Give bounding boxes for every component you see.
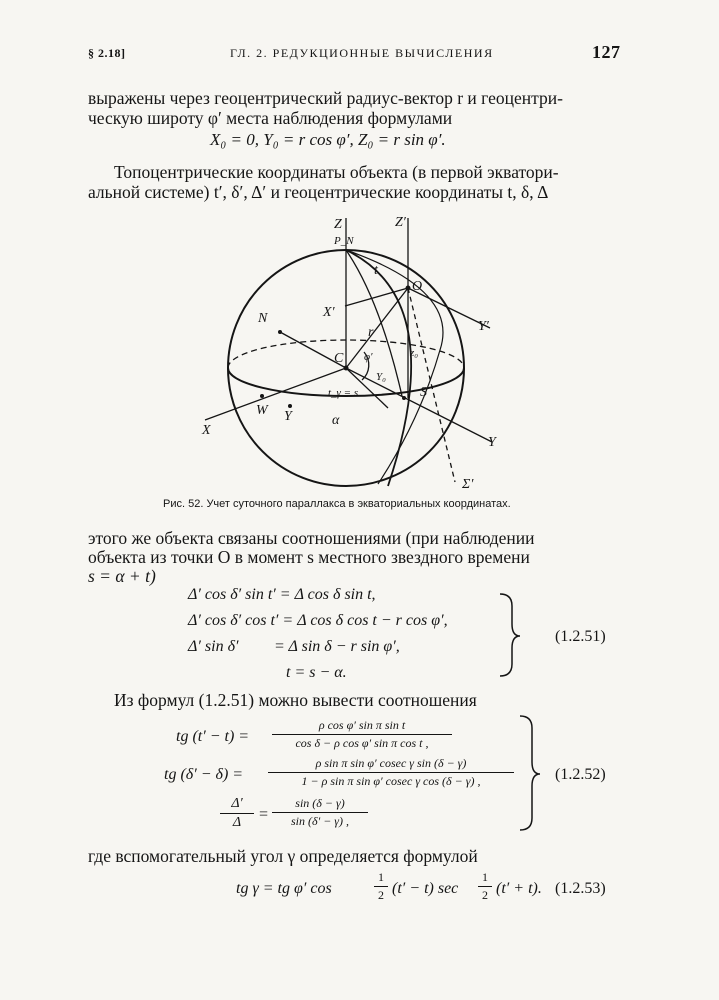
sys2-eq3-den-left: Δ bbox=[232, 815, 242, 830]
para1-line1: выражены через геоцентрический радиус-вектор r и геоцентри- bbox=[88, 88, 563, 108]
half-1-num: 1 bbox=[374, 870, 388, 887]
para2-line2: альной системе) t′, δ′, Δ′ и геоцентрические координаты t, δ, Δ bbox=[88, 182, 549, 202]
para5: где вспомогательный угол γ определяется формулой bbox=[88, 846, 478, 866]
sys2-eq1-left: tg (t′ − t) = bbox=[176, 728, 250, 745]
sys1-eq3-left: Δ′ sin δ′ bbox=[188, 638, 239, 655]
sys2-eq3-den: sin (δ′ − γ) , bbox=[290, 814, 350, 828]
sys1-eq2: Δ′ cos δ′ cos t′ = Δ cos δ cos t − r cos φ′, bbox=[188, 612, 448, 629]
formula-last-b: (t′ − t) sec bbox=[392, 880, 459, 897]
para2-line1: Топоцентрические координаты объекта (в первой экватори- bbox=[114, 162, 559, 182]
sys2-eq3-equals: = bbox=[258, 806, 269, 823]
label-ts: t_γ = s bbox=[328, 387, 359, 399]
sys2-eq3-num-left: Δ′ bbox=[220, 796, 254, 814]
label-s: S bbox=[420, 385, 427, 400]
para3-line1: этого же объекта связаны соотношениями (при наблюдении bbox=[88, 528, 535, 548]
chapter-title: ГЛ. 2. РЕДУКЦИОННЫЕ ВЫЧИСЛЕНИЯ bbox=[230, 46, 494, 60]
sys2-eq3-num: sin (δ − γ) bbox=[272, 796, 368, 813]
sys2-eq2-left: tg (δ′ − δ) = bbox=[164, 766, 244, 783]
label-y: Y bbox=[488, 435, 496, 450]
label-z0: z₀ bbox=[410, 347, 419, 359]
sys1-eq3-right: = Δ sin δ − r sin φ′, bbox=[274, 638, 400, 655]
page-number: 127 bbox=[592, 42, 621, 62]
formula-last-half-2 bbox=[478, 870, 492, 903]
para4: Из формул (1.2.51) можно вывести соотношения bbox=[114, 690, 477, 710]
eq-number-1251: (1.2.51) bbox=[555, 628, 606, 645]
half-1-den: 2 bbox=[378, 888, 384, 902]
label-xp: X′ bbox=[323, 305, 335, 320]
para3-line2: объекта из точки O в момент s местного звездного времени bbox=[88, 547, 530, 567]
label-pn: P_N bbox=[334, 235, 354, 247]
para3-line3: s = α + t) bbox=[88, 566, 156, 586]
label-z: Z bbox=[334, 217, 342, 232]
label-sigma: Σ′ bbox=[462, 477, 474, 492]
half-2-num: 1 bbox=[478, 870, 492, 887]
sys2-eq1-num: ρ cos φ′ sin π sin t bbox=[272, 718, 452, 735]
formula-last-c: (t′ + t). bbox=[496, 880, 542, 897]
sys2-eq2-den: 1 − ρ sin π sin φ′ cosec γ cos (δ − γ) , bbox=[301, 774, 481, 788]
sys2-eq1-den: cos δ − ρ cos φ′ sin π cos t , bbox=[295, 736, 429, 750]
formula-last-half-1 bbox=[374, 870, 388, 903]
label-o: O bbox=[412, 279, 423, 294]
label-r: r bbox=[368, 325, 374, 340]
sys2-eq2-num: ρ sin π sin φ′ cosec γ sin (δ − γ) bbox=[268, 756, 514, 773]
label-gamma: Υ bbox=[284, 409, 292, 424]
label-n: N bbox=[258, 311, 268, 326]
label-yp: Y′ bbox=[478, 319, 489, 334]
eq-number-1253: (1.2.53) bbox=[555, 880, 606, 897]
section-ref: § 2.18] bbox=[88, 46, 126, 60]
sys1-eq1: Δ′ cos δ′ sin t′ = Δ cos δ sin t, bbox=[188, 586, 376, 603]
eq-number-1252: (1.2.52) bbox=[555, 766, 606, 783]
label-phi: φ′ bbox=[364, 351, 373, 363]
sys1-eq4: t = s − α. bbox=[286, 664, 347, 681]
label-w: W bbox=[256, 403, 268, 418]
label-c: C bbox=[334, 351, 344, 366]
formula-last-a: tg γ = tg φ′ cos bbox=[236, 880, 332, 897]
label-y0: Y₀ bbox=[376, 371, 386, 383]
para1-line2: ческую широту φ′ места наблюдения формулами bbox=[88, 108, 453, 128]
label-alpha: α bbox=[332, 413, 340, 428]
label-zp: Z′ bbox=[395, 215, 406, 230]
label-t: t bbox=[374, 263, 378, 278]
label-x: X bbox=[202, 423, 211, 438]
figure-caption: Рис. 52. Учет суточного параллакса в экваториальных координатах. bbox=[163, 498, 511, 510]
half-2-den: 2 bbox=[482, 888, 488, 902]
formula-xyz: X₀ = 0, Y₀ = r cos φ′, Z₀ = r sin φ′. bbox=[210, 130, 446, 149]
